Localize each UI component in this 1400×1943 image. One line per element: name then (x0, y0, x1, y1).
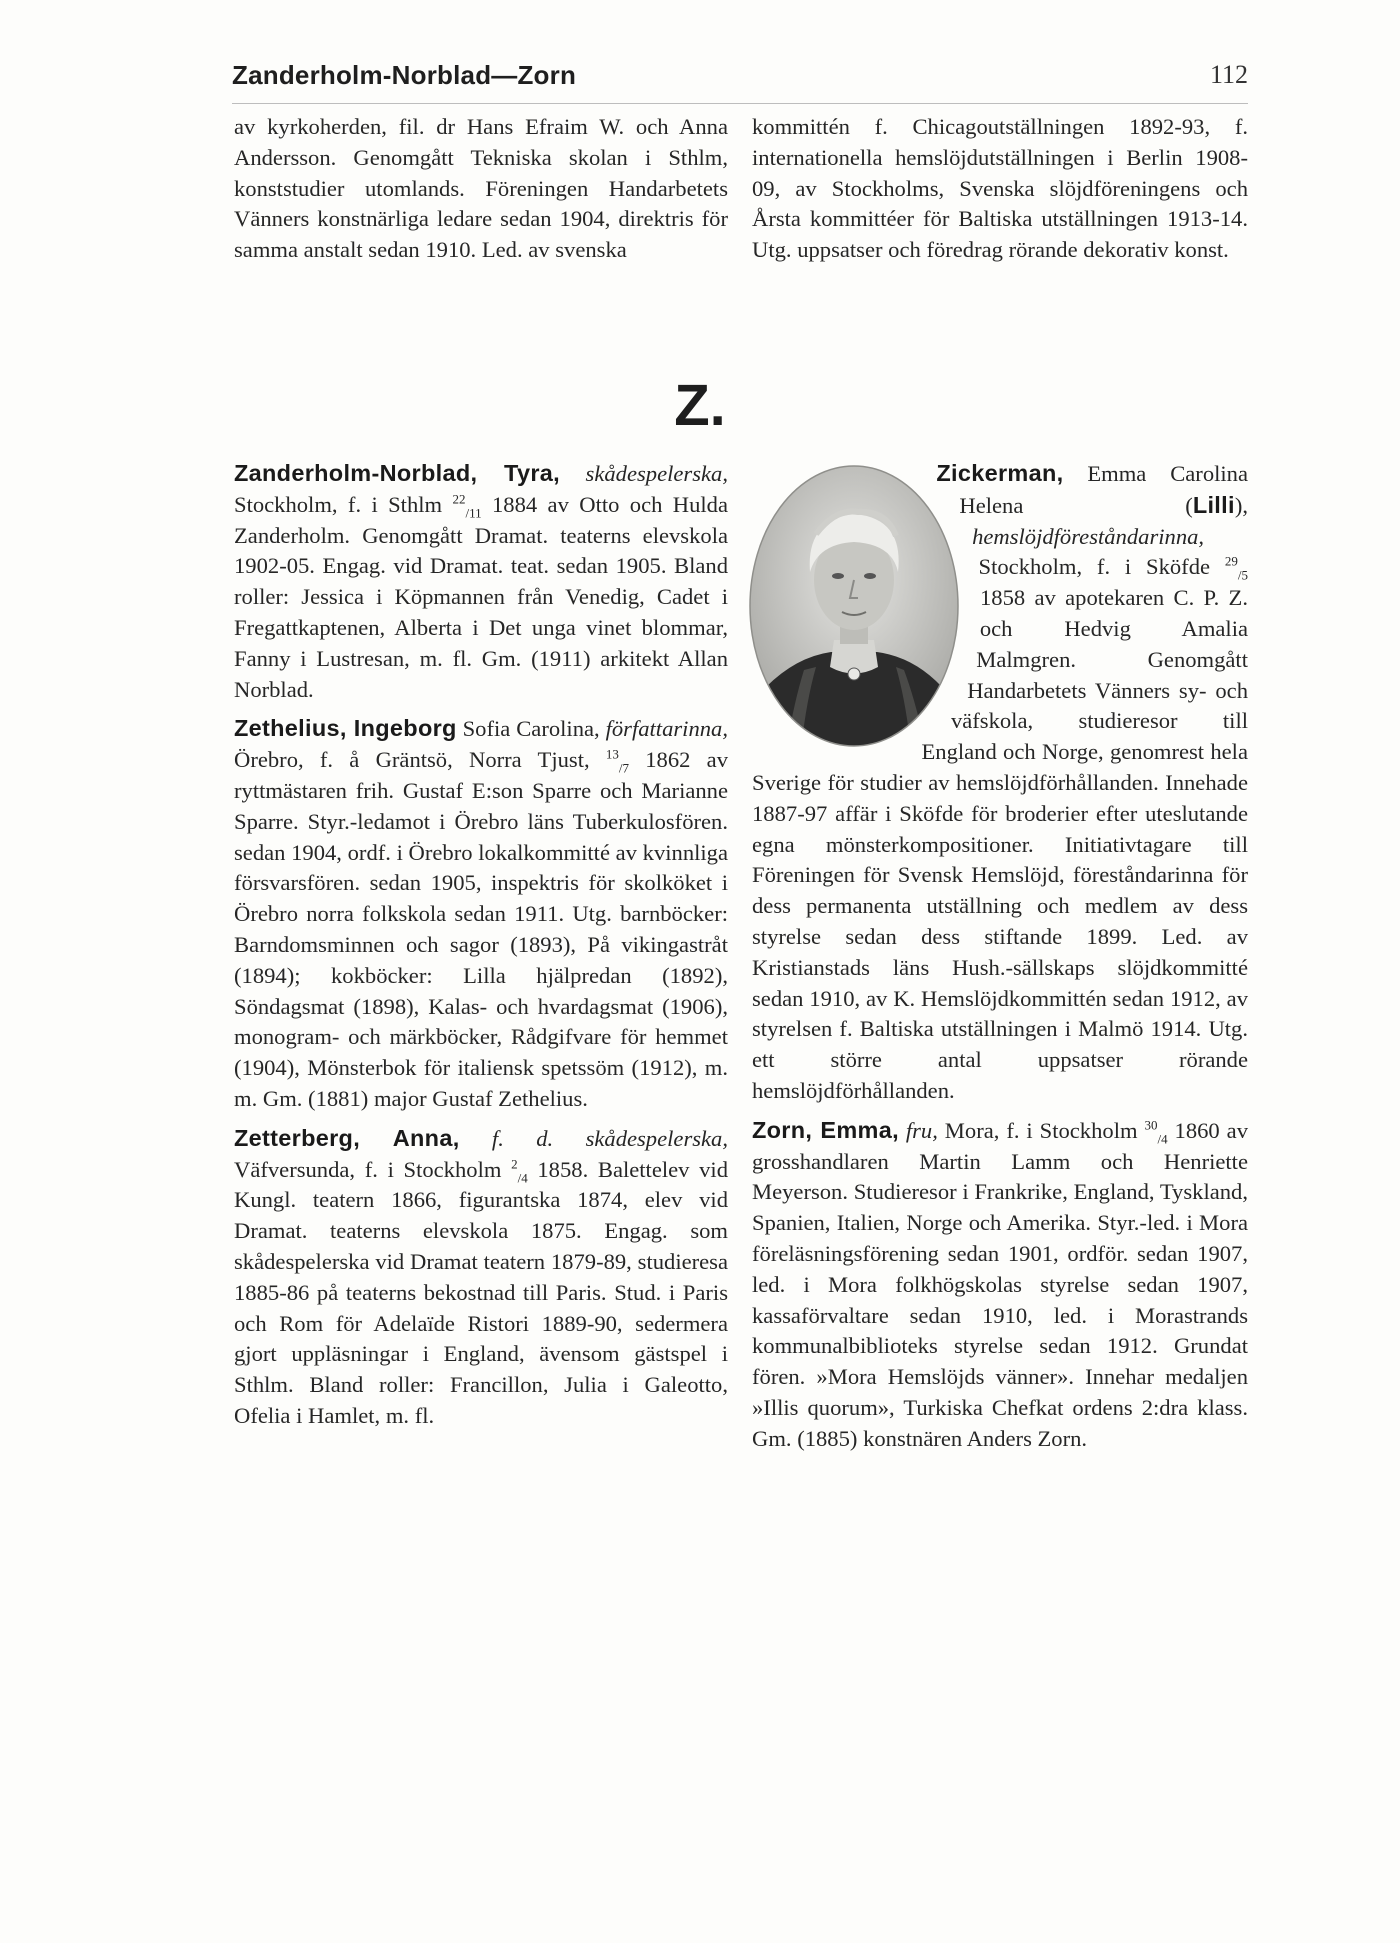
entry-paren: ), (1234, 492, 1248, 518)
birth-month: /7 (618, 760, 629, 776)
entry-occupation: hemslöjdföreståndarinna, (972, 523, 1205, 549)
header-rule (232, 103, 1248, 104)
section-letter: Z. (674, 373, 726, 438)
entry-text: 1862 av ryttmästaren frih. Gustaf E:son Sparre och Marianne Sparre. Styr.-ledamot i Örebro läns Tuberkulosfören. sedan 1904, ordf. i Örebro lokalkommitté av kvinnliga försvarsfören. sedan 1905, inspektris för skolköket i Örebro norra folkskola sedan 1911. Utg. barnböcker: Barndomsminnen och sagor (1893), På vikingastråt (1894); kokböcker: Lilla hjälpredan (1892), Söndagsmat (1898), Kalas- och hvardagsmat (1906), monogram- och märkböcker, Rådgifvare för hemmet (1904), Mönsterbok för italiensk spetssöm (1912), m. m. Gm. (1881) major Gustaf Zethelius. (234, 747, 729, 1111)
entry-text: Örebro, f. å Gräntsö, Norra Tjust, (234, 747, 606, 773)
birth-month: /4 (1157, 1131, 1168, 1147)
page-number: 112 (1209, 60, 1248, 89)
left-column-entries (234, 458, 728, 1440)
birth-month: /4 (517, 1170, 528, 1186)
entry-zickerman (752, 458, 1248, 1107)
birth-day: 13 (605, 746, 619, 762)
birth-day: 30 (1144, 1117, 1158, 1133)
birth-month: /5 (1237, 567, 1248, 583)
entry-text: Stockholm, f. i Sköfde (978, 554, 1225, 580)
entry-text: Väfversunda, f. i Stockholm (234, 1156, 512, 1182)
right-column-entries (752, 458, 1248, 1463)
birth-day: 22 (452, 491, 466, 507)
entry-name: Zetterberg, Anna, (234, 1124, 460, 1151)
entry-text: Stockholm, f. i Sthlm (234, 491, 453, 517)
entry-occupation: fru, (905, 1117, 938, 1143)
entry-name: Zanderholm-Norblad, Tyra, (234, 460, 560, 486)
entry-name: Zorn, Emma, (752, 1116, 899, 1143)
birth-day: 2 (511, 1156, 518, 1171)
birth-day: 29 (1224, 553, 1238, 569)
continuation-right-text: kommittén f. Chicagoutställningen 1892-93, f. internationella hemslöjdutställningen i Berlin 1908-09, av Stockholms, Svenska slöjdföreningens och Årsta kommittéer för Baltiska utställningen 1913-14. Utg. uppsatser och föredrag rörande dekorativ konst. (752, 114, 1248, 263)
entry-text: 1884 av Otto och Hulda Zanderholm. Genomgått Dramat. teaterns elevskola 1902-05. Engag. vid Dramat. teat. sedan 1905. Bland roller: Jessica i Köpmannen från Venedig, Cadet i Fregattkaptenen, Alberta i Det unga vinet blommar, Fanny i Lustresan, m. fl. Gm. (1911) arkitekt Allan Norblad. (234, 491, 728, 702)
entry-text: Mora, f. i Stockholm (937, 1117, 1145, 1143)
running-head (232, 56, 1248, 96)
entry-zanderholm-norblad (234, 458, 728, 705)
continuation-left (234, 112, 728, 266)
portrait-svg (746, 462, 962, 750)
portrait-photo-icon (746, 462, 962, 750)
entry-occupation: f. d. skådespelerska, (491, 1125, 728, 1151)
entry-nickname: Lilli (1192, 491, 1235, 518)
entry-text: 1860 av grosshandlaren Martin Lamm och Henriette Meyerson. Studieresor i Frankrike, England, Tyskland, Spanien, Italien, Norge och Amerika. Styr.-led. i Mora föreläsningsförening sedan 1901, ordför. sedan 1907, led. i Mora folkhögskolas styrelse sedan 1907, kassaförvaltare sedan 1910, led. i Morastrands kommunalbiblioteks styrelse sedan 1912. Grundat fören. »Mora Hemslöjds vänner». Innehar medaljen »Illis quorum», Turkiska Chefkat ordens 2:dra klass. Gm. (1885) konstnären Anders Zorn. (752, 1117, 1248, 1451)
entry-zethelius (234, 713, 728, 1114)
entry-zetterberg (234, 1123, 728, 1432)
entry-name: Zethelius, Ingeborg (234, 715, 457, 742)
entry-name-rest: Sofia Carolina, (456, 716, 600, 742)
running-head-title: Zanderholm-Norblad—Zorn (232, 60, 577, 90)
entry-text: 1858. Balettelev vid Kungl. teatern 1866, figurantska 1874, elev vid Dramat. teaterns elevskola 1875. Engag. som skådespelerska vid Dramat teatern 1879-89, studieresa 1885-86 på teaterns bekostnad till Paris. Stud. i Paris och Rom för Adelaïde Ristori 1889-90, sedermera gjort uppläsningar i England, ävensom gästspel i Sthlm. Bland roller: Francillon, Julia i Galeotto, Ofelia i Hamlet, m. fl. (234, 1156, 728, 1428)
entry-occupation: författarinna, (605, 716, 728, 742)
entry-name: Zickerman, (936, 460, 1064, 486)
entry-name-rest: Emma Carolina Helena ( (959, 461, 1248, 518)
entry-zorn (752, 1115, 1248, 1455)
entry-occupation: skådespelerska, (585, 461, 728, 486)
entry-text: 1858 av apotekaren C. P. Z. och Hedvig Amalia Malmgren. Genomgått Handarbetets Vänners sy- och väfskola, studieresor till England och Norge, genomrest hela Sverige för studier av hemslöjdförhållanden. Innehade 1887-97 affär i Sköfde för broderier efter uteslutande egna mönsterkompositioner. Initiativtagare till Föreningen för Svensk Hemslöjd, föreståndarinna för dess permanenta utställning och medlem av dess styrelse sedan dess stiftande 1899. Led. av Kristianstads läns Hush.-sällskaps slöjdkommitté sedan 1910, av K. Hemslöjdkommittén sedan 1912, av styrelsen f. Baltiska utställningen i Malmö 1914. Utg. ett större antal uppsatser rörande hemslöjdförhållanden. (752, 585, 1248, 1103)
continuation-right (752, 112, 1248, 266)
continuation-left-text: av kyrkoherden, fil. dr Hans Efraim W. och Anna Andersson. Genomgått Tekniska skolan i Sthlm, konststudier utomlands. Föreningen Handarbetets Vänners konstnärliga ledare sedan 1904, direktris för samma anstalt sedan 1910. Led. av svenska (234, 114, 728, 263)
birth-month: /11 (465, 505, 482, 521)
